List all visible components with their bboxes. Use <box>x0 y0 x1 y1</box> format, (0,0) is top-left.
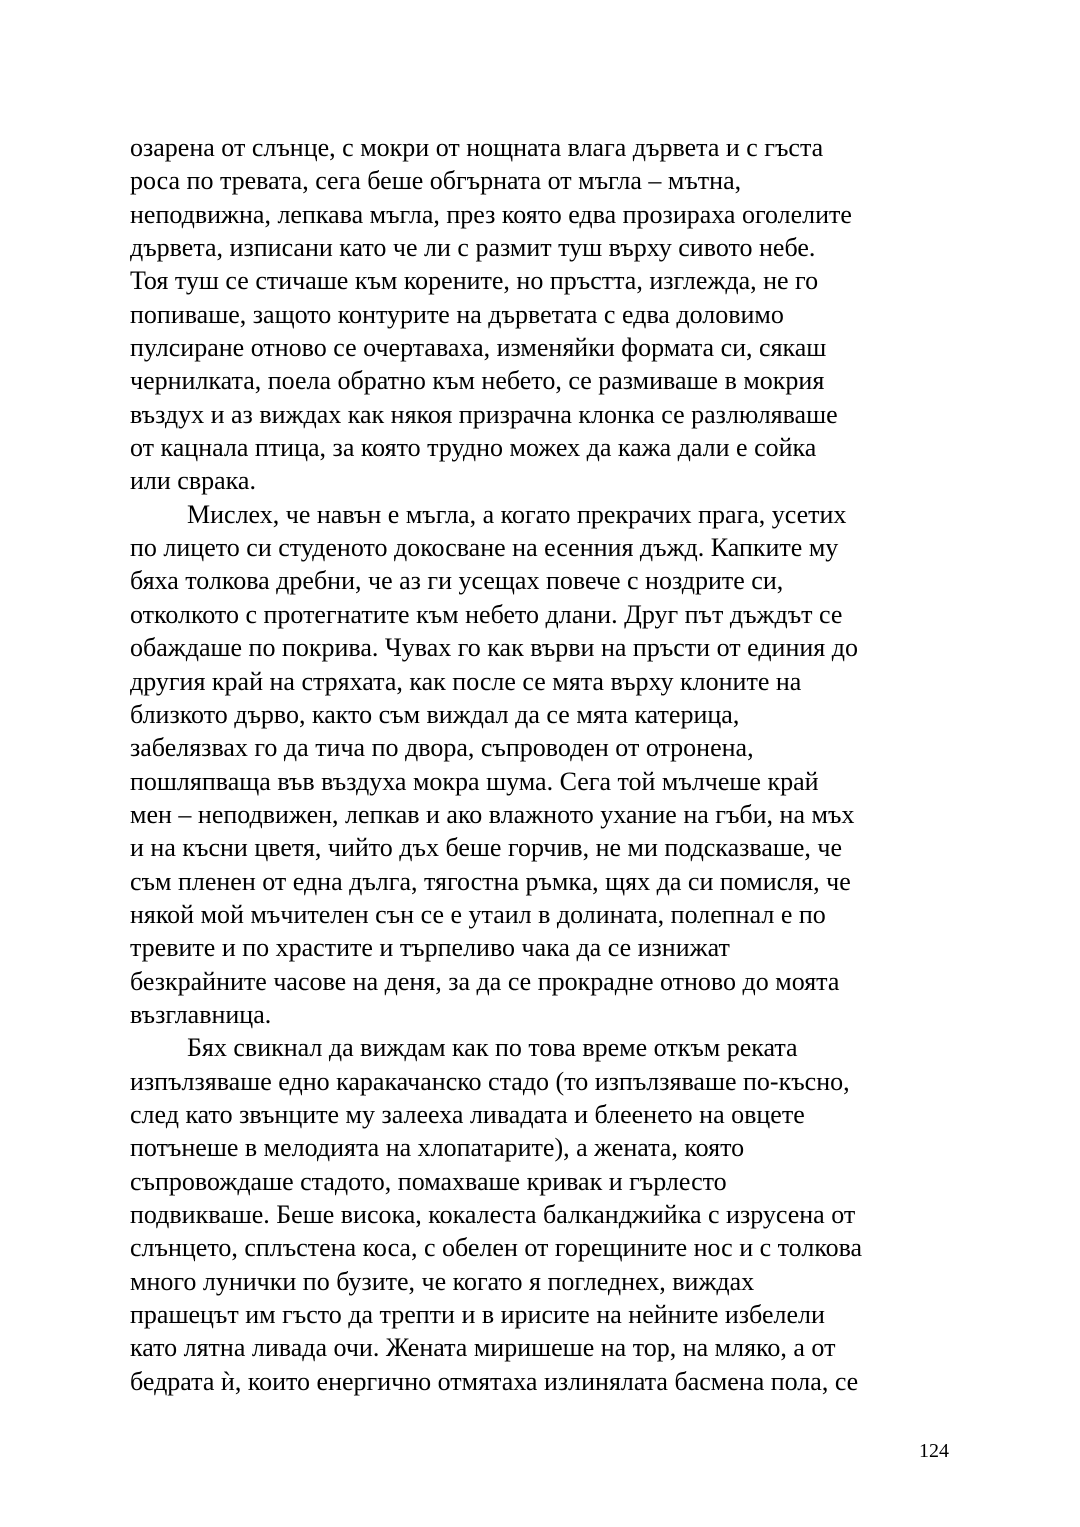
text-line: озарена от слънце, с мокри от нощната влага дървета и с гъста <box>130 133 824 162</box>
paragraph <box>130 131 960 498</box>
text-line: пошляпваща във въздуха мокра шума. Сега той мълчеше край <box>130 766 819 796</box>
text-line: след като звънците му залееха ливадата и блеенето на овцете <box>130 1099 805 1129</box>
text-line: някой мой мъчителен сън се е утаил в долината, полепнал е по <box>130 899 826 929</box>
text-line: Тоя туш се стичаше към корените, но пръстта, изглежда, не го <box>130 266 819 296</box>
text-line: или сврака. <box>130 466 256 496</box>
text-line: другия край на стряхата, как после се мята върху клоните на <box>130 666 802 696</box>
text-line: роса по тревата, сега беше обгърната от мъгла – мътна, <box>130 166 742 196</box>
text-line: пулсиране отново се очертаваха, изменяйки формата си, сякаш <box>130 333 827 363</box>
text-line: от кацнала птица, за която трудно можех да кажа дали е сойка <box>130 433 817 463</box>
text-line: чернилката, поела обратно към небето, се размиваше в мокрия <box>130 366 825 396</box>
text-line: близкото дърво, както съм виждал да се мята катерица, <box>130 699 740 729</box>
text-line: тревите и по храстите и търпеливо чака да се изнижат <box>130 933 730 963</box>
text-line: забелязвах го да тича по двора, съпроводен от отронена, <box>130 733 754 763</box>
text-line: изпълзяваше едно каракачанско стадо (то изпълзяваше по-късно, <box>130 1066 850 1096</box>
text-line: слънцето, сплъстена коса, с обелен от горещините нос и с толкова <box>130 1233 863 1263</box>
text-line: бедрата ѝ, които енергично отмятаха излинялата басмена пола, се <box>130 1366 859 1396</box>
text-line: попиваше, защото контурите на дърветата с едва доловимо <box>130 299 784 329</box>
text-line: възглавница. <box>130 999 272 1029</box>
paragraph <box>130 498 960 1032</box>
paragraph <box>130 1031 960 1398</box>
text-line: и на късни цветя, чийто дъх беше горчив, не ми подсказваше, че <box>130 833 843 863</box>
text-line: прашецът им гъсто да трепти и в ирисите на нейните избелели <box>130 1300 825 1330</box>
text-line: съпровождаше стадото, помахваше кривак и гърлесто <box>130 1166 727 1196</box>
text-line: неподвижна, лепкава мъгла, през която едва прозираха оголелите <box>130 199 852 229</box>
text-line: Мислех, че навън е мъгла, а когато прекрачих прага, усетих <box>187 499 847 529</box>
text-line: подвикваше. Беше висока, кокалеста балканджийка с изрусена от <box>130 1200 856 1229</box>
text-line: отколкото с протегнатите към небето длани. Друг път дъждът се <box>130 599 843 629</box>
text-line: потънеше в мелодията на хлопатарите), а жената, която <box>130 1133 745 1163</box>
page-number: 124 <box>919 1440 949 1462</box>
text-line: обаждаше по покрива. Чувах го как върви на пръсти от единия до <box>130 633 858 663</box>
text-line: мен – неподвижен, лепкав и ако влажното ухание на гъби, на мъх <box>130 799 855 829</box>
text-line: Бях свикнал да виждам как по това време откъм реката <box>187 1033 798 1063</box>
text-line: дървета, изписани като че ли с размит туш върху сивото небе. <box>130 233 816 263</box>
body-text <box>130 131 960 1398</box>
text-line: по лицето си студеното докосване на есенния дъжд. Капките му <box>130 533 839 563</box>
text-line: бяха толкова дребни, че аз ги усещах повече с ноздрите си, <box>130 566 784 596</box>
text-line: много лунички по бузите, че когато я погледнех, виждах <box>130 1266 755 1296</box>
text-line: безкрайните часове на деня, за да се прокрадне отново до моята <box>130 966 840 996</box>
text-line: въздух и аз виждах как някоя призрачна клонка се разлюляваше <box>130 399 838 429</box>
text-line: като лятна ливада очи. Жената миришеше на тор, на мляко, а от <box>130 1333 836 1363</box>
text-line: съм пленен от една дълга, тягостна ръмка, щях да си помисля, че <box>130 866 851 896</box>
